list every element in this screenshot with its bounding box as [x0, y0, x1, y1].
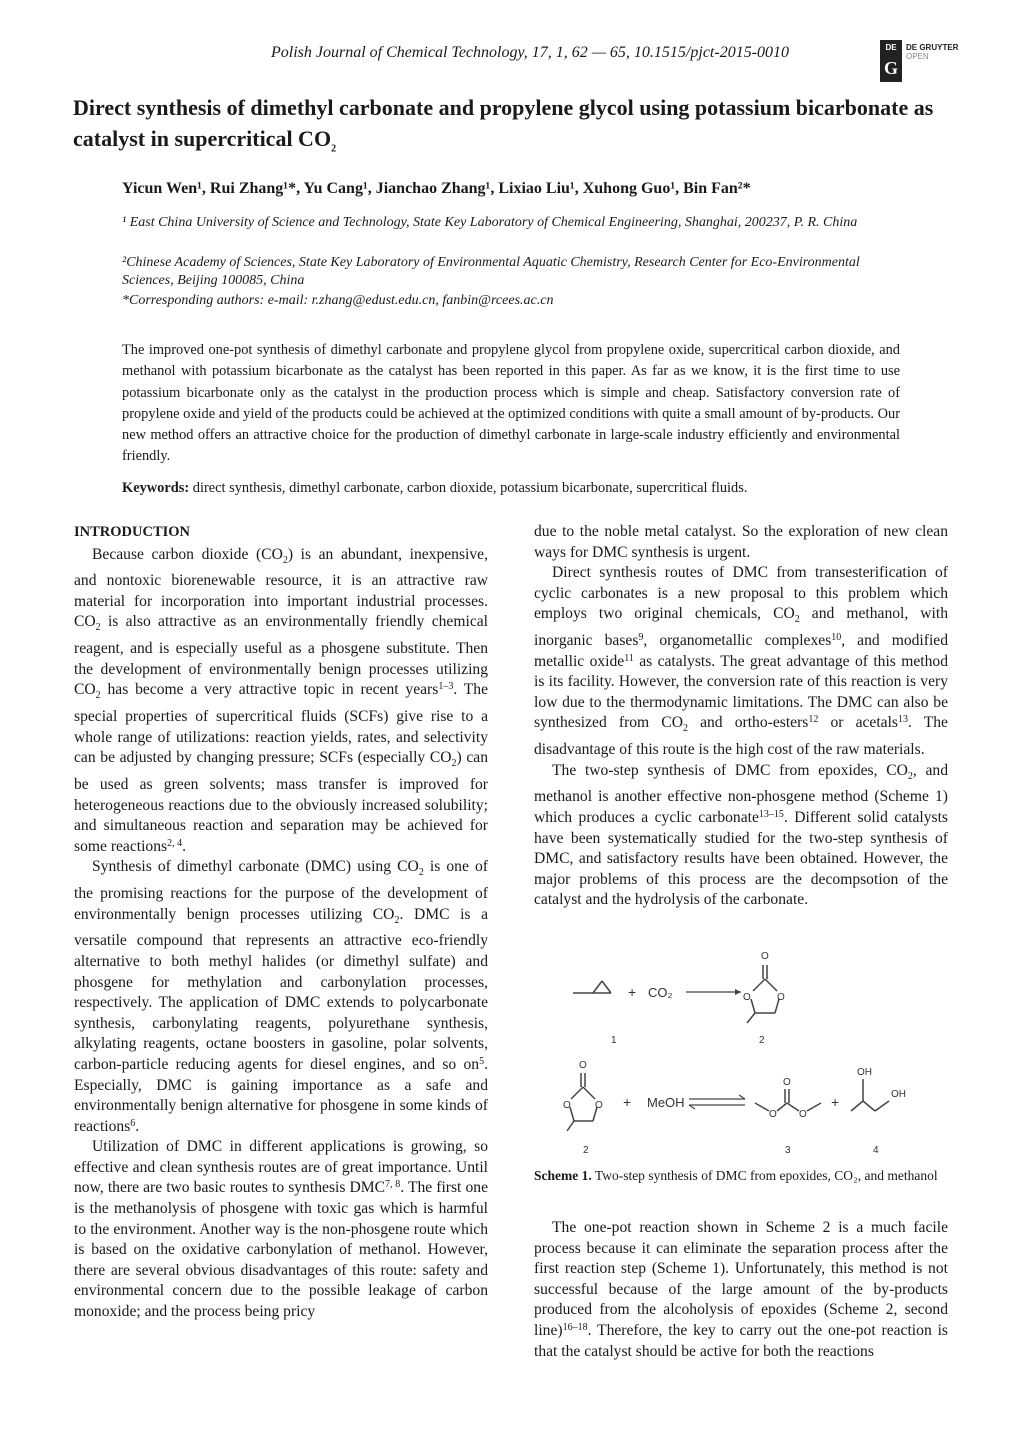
plus-sign: +: [831, 1094, 840, 1110]
publisher-logo: [880, 40, 902, 82]
paragraph: The one-pot reaction shown in Scheme 2 is a much facile process because it can eliminate the separation process after the first reaction step (Scheme 1). Unfortunately, this method is not successful because of the large amount of the by-products produced from the alcoholysis of epoxides (Scheme 2, second line)$^{16-18}$. Therefore, the key to carry out the one-pot reaction is that the catalyst should be active for both the reactions: [534, 1219, 948, 1360]
oxygen-label: O: [799, 1109, 807, 1120]
oxygen-label: O: [595, 1100, 603, 1111]
publisher-name-text: DE GRUYTER: [906, 43, 959, 52]
scheme-1-figure: [563, 945, 935, 1160]
paragraph: Synthesis of dimethyl carbonate (DMC) using $CO_2$ is one of the promising reactions for the purpose of the development of environmentally benign processes utilizing $CO_2$. DMC is a versatile compound that represents an attractive eco-friendly alternative to both methyl halides (or dimethyl sulfate) and phosgene for methylation and carbonylation processes, respectively. The application of DMC extends to polycarbonate synthesis, carbonylating reagents, polyurethane synthesis, alkylating reagents, octane boosters in gasoline, polar solvents, carbon-particle reducing agents for diesel engines, and so $on^5$. Especially, DMC is gaining importance as a safe and environmentally benign alternative for phosgene in some kinds of reactions$^6$.: [74, 858, 488, 1135]
oxygen-label: O: [579, 1060, 587, 1071]
plus-sign: +: [628, 984, 637, 1000]
article-title: [73, 92, 953, 164]
scheme-caption: [534, 1167, 948, 1184]
oxygen-label: O: [563, 1100, 571, 1111]
propylene-carbonate-structure: [747, 965, 779, 1023]
abstract: The improved one-pot synthesis of dimethyl carbonate and propylene glycol from propylene oxide, supercritical carbon dioxide, and methanol with potassium bicarbonate as the catalyst has been reported in this paper. As far as we know, it is the first time to use potassium bicarbonate only as the catalyst in the production process which is simple and cheap. Satisfactory conversion rate of propylene oxide and yield of the products could be achieved at the optimized conditions with quite a small amount of by-products. Our new method offers an attractive choice for the production of dimethyl carbonate in large-scale industry efficiently and environmental friendly.: [122, 342, 900, 465]
compound-number: 2: [583, 1145, 589, 1156]
propylene-carbonate-structure-2: [567, 1073, 597, 1131]
right-column-top: [534, 522, 948, 911]
compound-number: 3: [785, 1145, 791, 1156]
hydroxyl-label: OH: [857, 1067, 872, 1078]
keywords-text: direct synthesis, dimethyl carbonate, carbon dioxide, potassium bicarbonate, supercritical fluids.: [192, 480, 748, 496]
paragraph: The two-step synthesis of DMC from epoxides, $CO_2$, and methanol is another effective non-phosgene method (Scheme 1) which produces a cyclic carbonate$^{13-15}$. Different solid catalysts have been systematically studied for the two-step synthesis of DMC, and satisfactory results have been obtained. However, the major problems of this process are the decompsotion of the catalyst and the hydrolysis of the carbonate.: [534, 761, 948, 909]
oxygen-label: O: [777, 992, 785, 1003]
co2-label: CO₂: [648, 985, 673, 1000]
affiliation-2: ²Chinese Academy of Sciences, State Key Laboratory of Environmental Aquatic Chemistry, Research Center for Eco-Environmental Sciences, Beijing 100085, China: [122, 255, 860, 288]
compound-number: 4: [873, 1145, 879, 1156]
caption-text: Two-step synthesis of DMC from epoxides, CO₂, and methanol: [594, 1168, 938, 1183]
paragraph: Direct synthesis routes of DMC from transesterification of cyclic carbonates is a new proposal to this problem which employs two original chemicals, $CO_2$ and methanol, with inorganic bases$^9$, organometallic complexes$^{10}$, and modified metallic oxide$^{11}$ as catalysts. The great advantage of this method is its facility. However, the conversion rate of this reaction is very low due to the thermodynamic limitations. The DMC can also be synthesized from $CO_2$ and ortho-esters$^{12}$ or acetals$^{13}$. The disadvantage of this route is the high cost of the raw materials.: [534, 564, 949, 759]
compound-number: 2: [759, 1035, 765, 1046]
methanol-label: MeOH: [647, 1095, 685, 1110]
publisher-name: [906, 43, 958, 61]
logo-top-text: DE: [885, 43, 897, 52]
equilibrium-arrows: [689, 1095, 745, 1109]
dimethyl-carbonate-structure: [755, 1089, 821, 1111]
plus-sign: +: [623, 1094, 632, 1110]
compound-number: 1: [611, 1035, 617, 1046]
oxygen-label: O: [761, 951, 769, 962]
caption-label: Scheme 1.: [534, 1168, 592, 1183]
propylene-glycol-structure: [851, 1079, 889, 1111]
left-column: [74, 522, 488, 1323]
paragraph: due to the noble metal catalyst. So the exploration of new clean ways for DMC synthesis is urgent.: [534, 523, 948, 561]
oxygen-label: O: [783, 1077, 791, 1088]
paragraph: Because carbon dioxide $(CO_2)$ is an abundant, inexpensive, and nontoxic biorenewable resource, it is an attractive raw material for incorporation into important industrial processes. $CO_2$ is also attractive as an environmentally friendly chemical reagent, and is especially useful as a phosgene substitute. Then the development of environmentally benign processes utilizing $CO_2$ has become a very attractive topic in recent years$^{1-3}$. The special properties of supercritical fluids (SCFs) give rise to a whole range of utilizations: reaction yields, rates, and selectivity can be adjusted by changing pressure; SCFs (especially $CO_2$) can be used as green solvents; mass transfer is improved for heterogeneous reactions due to the obviously increased solubility; and simultaneous reaction and separation may be achieved for some reactions$^{2, 4}$.: [74, 545, 489, 855]
title-subscript: 2: [331, 143, 337, 155]
oxygen-label: O: [769, 1109, 777, 1120]
section-heading-introduction: INTRODUCTION: [74, 524, 191, 540]
keywords: [122, 480, 922, 497]
oxygen-label: O: [743, 992, 751, 1003]
hydroxyl-label: OH: [891, 1089, 906, 1100]
affiliation-1: ¹ East China University of Science and Technology, State Key Laboratory of Chemical Engineering, Shanghai, 200237, P. R. China: [122, 215, 858, 230]
journal-header: Polish Journal of Chemical Technology, 17, 1, 62 — 65, 10.1515/pjct-2015-0010: [270, 44, 790, 61]
propylene-oxide-structure: [573, 981, 611, 993]
paragraph: Utilization of DMC in different applications is growing, so effective and clean synthesis routes are of great importance. Until now, there are two basic routes to synthesis DMC$^{7, 8}$. The first one is the methanolysis of phosgene with toxic gas which is harmful to the environment. Another way is the non-phosgene route which is based on the oxidative carbonylation of methanol. However, there are several obvious disadvantages of this route: safety and environmental concern due to the possible leakage of carbon monoxide; and the process being pricy: [74, 1138, 488, 1321]
publisher-open-text: OPEN: [906, 52, 929, 61]
logo-letter: G: [883, 58, 898, 78]
arrow-head: [735, 989, 741, 995]
title-text: Direct synthesis of dimethyl carbonate and propylene glycol using potassium bicarbonate as catalyst in supercritical CO: [73, 95, 934, 151]
right-column-bottom: [534, 1218, 948, 1362]
keywords-label: Keywords:: [122, 480, 190, 496]
corresponding-authors: *Corresponding authors: e-mail: r.zhang@edust.edu.cn, fanbin@rcees.ac.cn: [122, 293, 554, 308]
author-list: Yicun Wen¹, Rui Zhang¹*, Yu Cang¹, Jianchao Zhang¹, Lixiao Liu¹, Xuhong Guo¹, Bin Fan²*: [122, 180, 751, 197]
